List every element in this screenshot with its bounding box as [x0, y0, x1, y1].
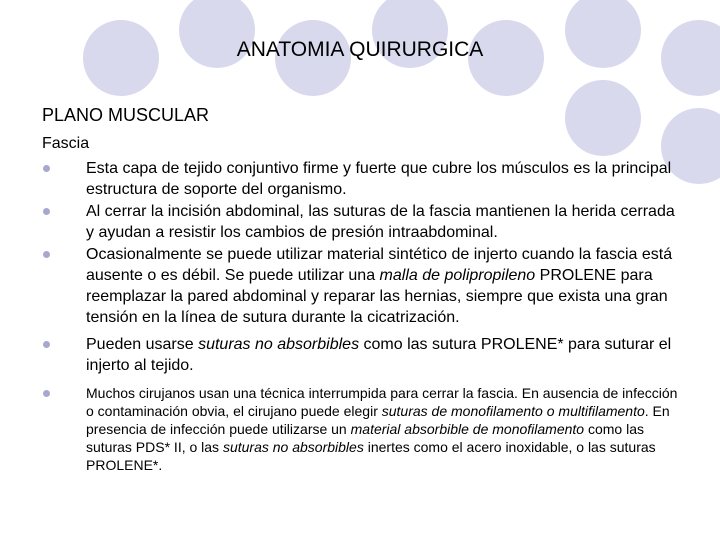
text-run: inertes como el acero inoxidable, o las suturas PROLENE*.	[86, 439, 656, 473]
decor-circle	[565, 80, 641, 156]
text-run: Ocasionalmente se puede utilizar material sintético de injerto cuando la fascia está ausente o es débil. Se puede utilizar una	[86, 246, 673, 284]
bullet-dot-icon	[43, 208, 50, 215]
text-run: Esta capa de tejido conjuntivo firme y fuerte que cubre los músculos es la principal estructura de soporte del organismo.	[86, 160, 672, 198]
text-run: como las suturas PDS* II, o las	[86, 421, 645, 455]
italic-text: suturas no absorbibles	[198, 336, 360, 353]
italic-text: malla de polipropileno	[379, 267, 536, 284]
bullet-item	[42, 334, 687, 376]
bullet-list	[42, 158, 687, 475]
text-run: . En presencia de infección puede utilizarse un	[86, 403, 670, 437]
bullet-dot-icon	[43, 251, 50, 258]
bullet-item	[42, 244, 687, 328]
bullet-dot-icon	[43, 341, 50, 348]
text-run: Al cerrar la incisión abdominal, las suturas de la fascia mantienen la herida cerrada y ayudan a resistir los cambios de presión intraabdominal.	[86, 203, 675, 241]
section-heading: PLANO MUSCULAR	[42, 105, 210, 125]
text-run: Pueden usarse	[86, 336, 199, 353]
bullet-item	[42, 384, 687, 474]
bullet-text	[86, 385, 677, 473]
bullet-text	[86, 246, 672, 326]
bullet-item	[42, 158, 687, 200]
section-subheading: Fascia	[42, 135, 90, 152]
bullet-text	[86, 160, 671, 198]
italic-text: material absorbible de monofilamento	[350, 421, 585, 437]
text-run: como las sutura PROLENE* para suturar el injerto al tejido.	[86, 336, 672, 374]
bullet-item	[42, 201, 687, 243]
italic-text: suturas no absorbibles	[222, 439, 364, 455]
bullet-text	[86, 336, 671, 374]
italic-text: suturas de monofilamento o multifilamento	[381, 403, 645, 419]
text-run: Muchos cirujanos usan una técnica interrumpida para cerrar la fascia. En ausencia de infección o contaminación obvia, el cirujano puede elegir	[86, 385, 678, 419]
bullet-text	[86, 203, 675, 241]
bullet-dot-icon	[43, 165, 50, 172]
bullet-dot-icon	[43, 390, 50, 397]
slide-title: ANATOMIA QUIRURGICA	[236, 38, 484, 61]
text-run: PROLENE para reemplazar la pared abdominal y reparar las hernias, siempre que exista una gran tensión en la línea de sutura durante la cicatrización.	[86, 267, 668, 326]
